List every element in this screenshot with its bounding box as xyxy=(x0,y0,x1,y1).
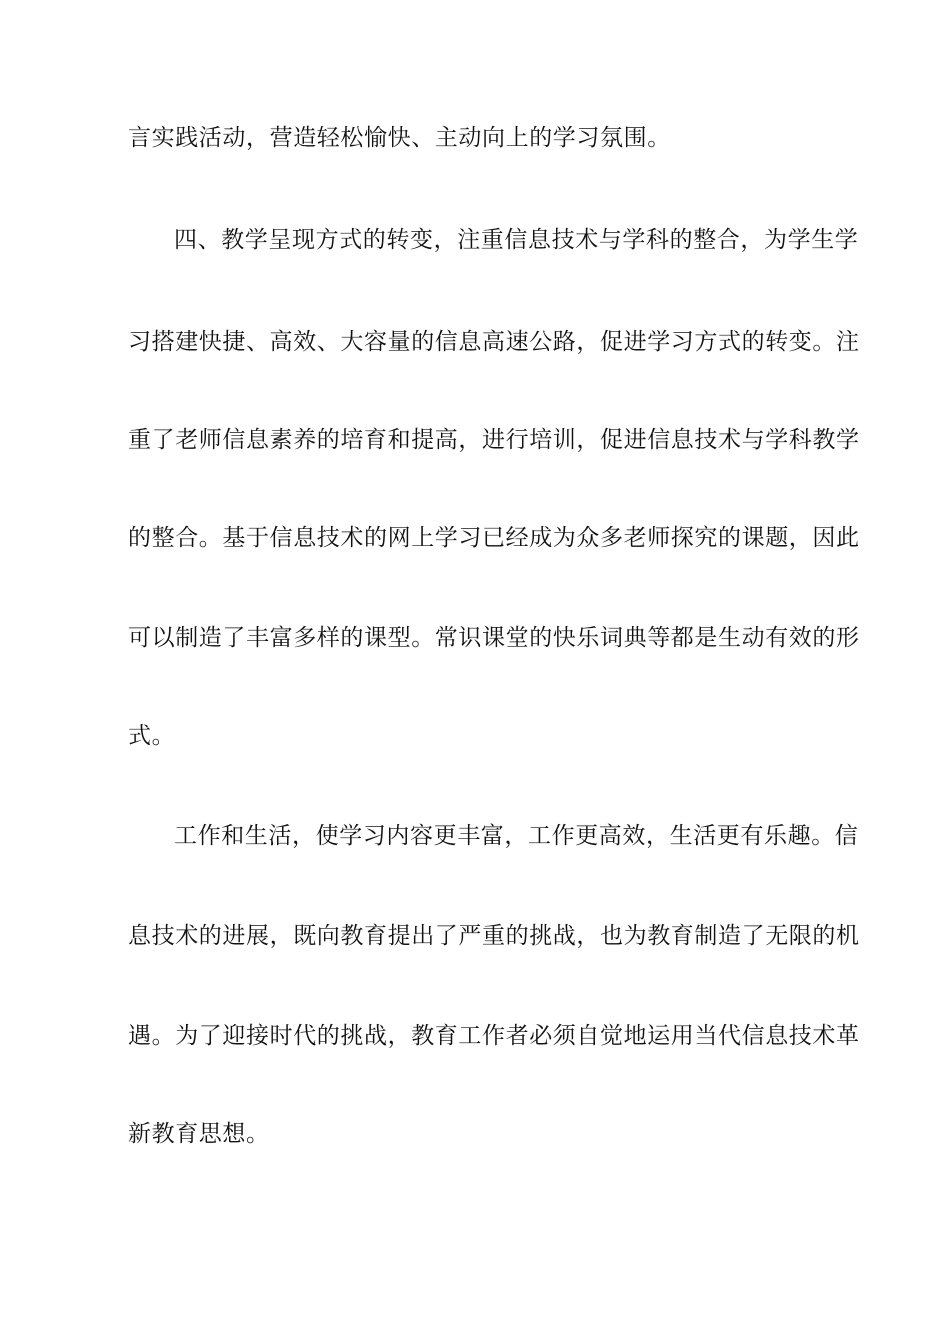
text-line: 可以制造了丰富多样的课型。常识课堂的快乐词典等都是生动有效的形 xyxy=(128,625,860,651)
text-line: 新教育思想。 xyxy=(128,1121,270,1147)
text-line: 重了老师信息素养的培育和提高，进行培训，促进信息技术与学科教学 xyxy=(128,427,860,453)
paragraph-start-line: 工作和生活，使学习内容更丰富，工作更高效，生活更有乐趣。信 xyxy=(174,823,859,849)
text-line: 言实践活动，营造轻松愉快、主动向上的学习氛围。 xyxy=(128,125,671,151)
text-line: 遇。为了迎接时代的挑战，教育工作者必须自觉地运用当代信息技术革 xyxy=(128,1023,860,1049)
text-line: 式。 xyxy=(128,723,176,749)
paragraph-start-line: 四、教学呈现方式的转变，注重信息技术与学科的整合，为学生学 xyxy=(174,227,859,253)
text-line: 习搭建快捷、高效、大容量的信息高速公路，促进学习方式的转变。注 xyxy=(128,329,860,355)
text-line: 的整合。基于信息技术的网上学习已经成为众多老师探究的课题，因此 xyxy=(128,525,860,551)
text-line: 息技术的进展，既向教育提出了严重的挑战，也为教育制造了无限的机 xyxy=(128,923,860,949)
